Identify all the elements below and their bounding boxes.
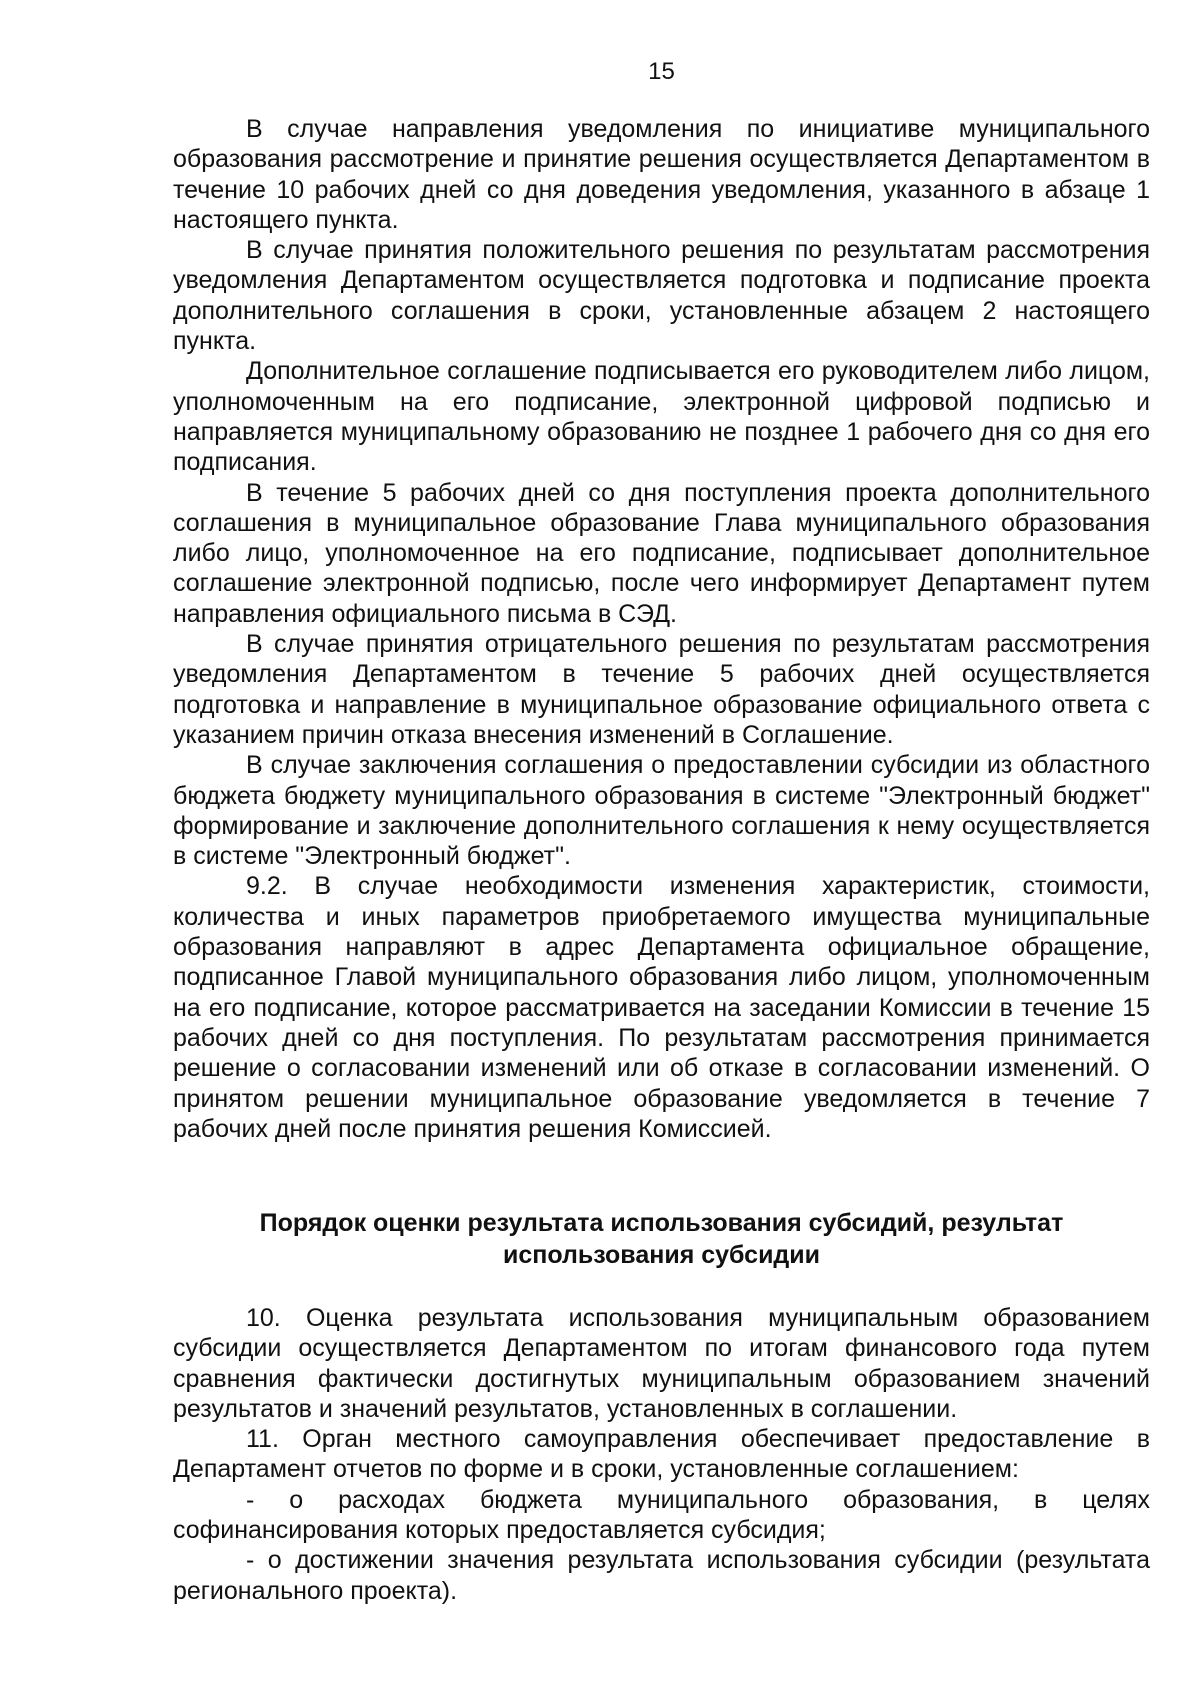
paragraph: 9.2. В случае необходимости изменения характеристик, стоимости, количества и иных параметров приобретаемого имущества муниципальные образования направляют в адрес Департамента официальное обращение, подписанное Главой муниципального образования либо лицом, уполномоченным на его подписание, которое рассматривается на заседании Комиссии в течение 15 рабочих дней со дня поступления. По результатам рассмотрения принимается решение о согласовании изменений или об отказе в согласовании изменений. О принятом решении муниципальное образование уведомляется в течение 7 рабочих дней после принятия решения Комиссией.: [173, 872, 1150, 1143]
paragraph: 10. Оценка результата использования муниципальным образованием субсидии осуществляется Департаментом по итогам финансового года путем сравнения фактически достигнутых муниципальным образованием значений результатов и значений результатов, установленных в соглашении.: [173, 1304, 1150, 1423]
section-body-text: [173, 1303, 1150, 1606]
paragraph: В случае заключения соглашения о предоставлении субсидии из областного бюджета бюджету муниципального образования в системе "Электронный бюджет" формирование и заключение дополнительного соглашения к нему осуществляется в системе "Электронный бюджет".: [173, 751, 1150, 871]
section-heading-line: использования субсидии: [502, 1241, 821, 1269]
list-item: - о расходах бюджета муниципального образования, в целях софинансирования которых предоставляется субсидия;: [173, 1485, 1150, 1545]
paragraph: В случае принятия отрицательного решения по результатам рассмотрения уведомления Департаментом в течение 5 рабочих дней осуществляется подготовка и направление в муниципальное образование официального ответа с указанием причин отказа внесения изменений в Соглашение.: [173, 630, 1150, 749]
paragraph: 11. Орган местного самоуправления обеспечивает предоставление в Департамент отчетов по форме и в сроки, установленные соглашением:: [173, 1425, 1150, 1484]
paragraph: В течение 5 рабочих дней со дня поступления проекта дополнительного соглашения в муниципальное образование Глава муниципального образования либо лицо, уполномоченное на его подписание, подписывает дополнительное соглашение электронной подписью, после чего информирует Департамент путем направления официального письма в СЭД.: [173, 478, 1150, 628]
body-text: [173, 114, 1150, 1144]
list-item: - о достижении значения результата использования субсидии (результата регионального проекта).: [173, 1546, 1150, 1605]
page-number: 15: [648, 58, 675, 85]
paragraph: Дополнительное соглашение подписывается его руководителем либо лицом, уполномоченным на его подписание, электронной цифровой подписью и направляется муниципальному образованию не позднее 1 рабочего дня со дня его подписания.: [173, 357, 1150, 477]
section-heading: [173, 1207, 1150, 1271]
paragraph: В случае принятия положительного решения по результатам рассмотрения уведомления Департаментом осуществляется подготовка и подписание проекта дополнительного соглашения в сроки, установленные абзацем 2 настоящего пункта.: [173, 236, 1150, 356]
paragraph: В случае направления уведомления по инициативе муниципального образования рассмотрение и принятие решения осуществляется Департаментом в течение 10 рабочих дней со дня доведения уведомления, указанного в абзаце 1 настоящего пункта.: [173, 115, 1150, 234]
section-heading-line: Порядок оценки результата использования субсидий, результат: [259, 1209, 1064, 1237]
